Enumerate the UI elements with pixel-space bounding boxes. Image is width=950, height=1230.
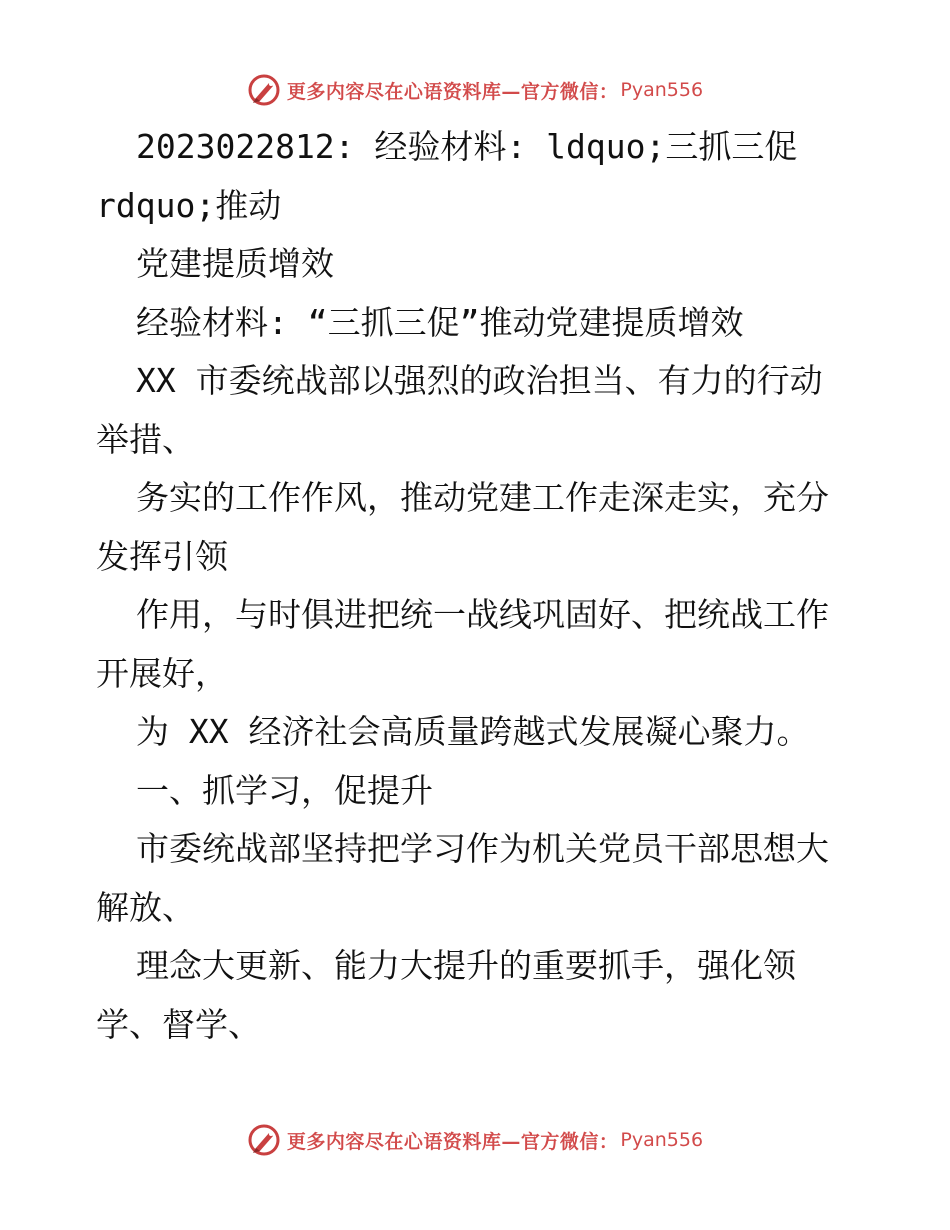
text-line: 理念大更新、能力大提升的重要抓手，强化领	[136, 946, 796, 985]
footer-watermark	[0, 1120, 950, 1160]
text-line: 举措、	[96, 419, 195, 459]
text-line: 发挥引领	[96, 536, 228, 576]
watermark-text: 更多内容尽在心语资料库—官方微信：	[286, 80, 619, 103]
pen-logo-icon	[247, 73, 281, 107]
text-line: rdquo;推动	[96, 185, 282, 225]
text-line: 2023022812: 经验材料: ldquo;三抓三促	[136, 127, 798, 166]
watermark-wechat-id: Pyan556	[620, 79, 704, 101]
text-line: 开展好，	[96, 653, 228, 693]
text-line: 经验材料: “三抓三促”推动党建提质增效	[136, 302, 744, 342]
text-line: XX 市委统战部以强烈的政治担当、有力的行动	[136, 361, 823, 400]
text-line: 学、督学、	[96, 1004, 261, 1044]
header-watermark	[0, 70, 950, 110]
watermark-text: 更多内容尽在心语资料库—官方微信：	[286, 1130, 619, 1153]
text-line: 作用，与时俱进把统一战线巩固好、把统战工作	[136, 595, 829, 634]
text-line: 一、抓学习，促提升	[136, 770, 433, 810]
text-line: 解放、	[96, 887, 195, 927]
text-line: 党建提质增效	[136, 244, 334, 283]
text-line: 务实的工作作风，推动党建工作走深走实，充分	[136, 478, 829, 517]
pen-logo-icon	[247, 1123, 281, 1157]
watermark-wechat-id: Pyan556	[620, 1129, 704, 1151]
text-line: 市委统战部坚持把学习作为机关党员干部思想大	[136, 829, 829, 868]
text-line: 为 XX 经济社会高质量跨越式发展凝心聚力。	[136, 712, 810, 751]
document-body	[96, 118, 866, 1054]
